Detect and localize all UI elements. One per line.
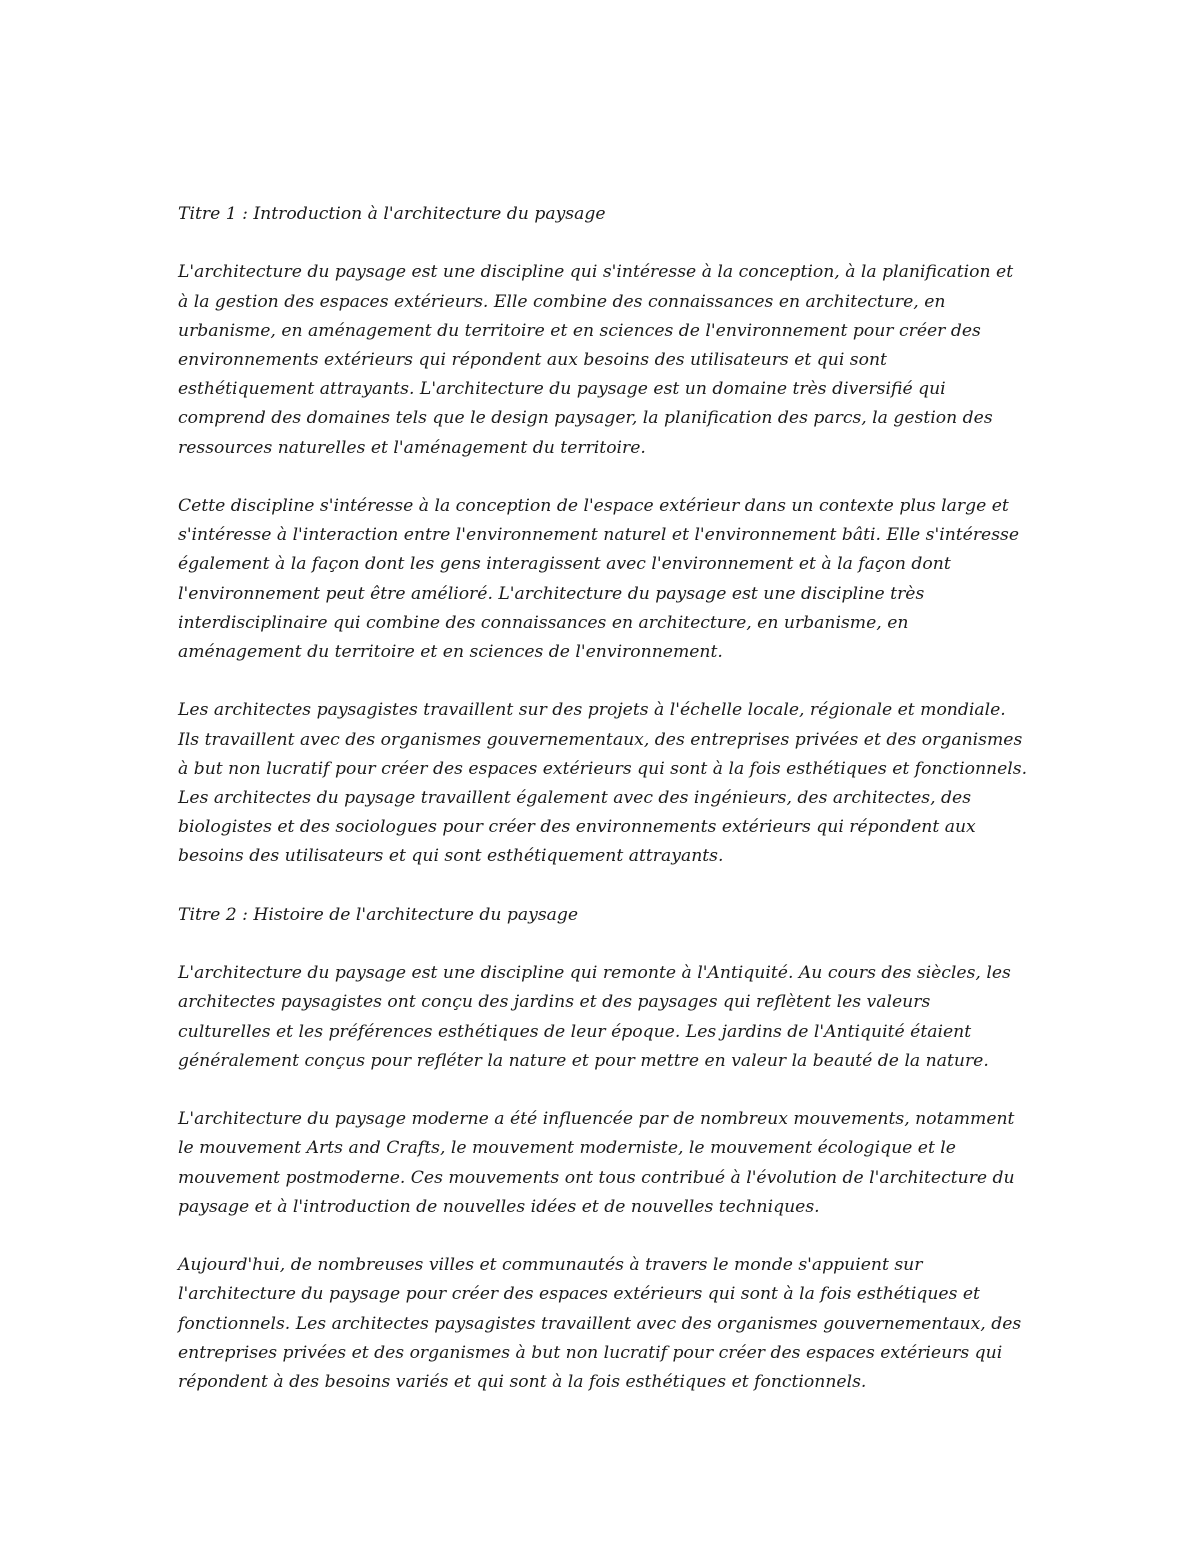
paragraph: Les architectes paysagistes travaillent sur des projets à l'échelle locale, régionale et mondiale. Ils travaillent avec des organismes gouvernementaux, des entreprises privées et des organismes à but non lucratif pour créer des espaces extérieurs qui sont à la fois esthétiques et fonctionnels. Les architectes du paysage travaillent également avec des ingénieurs, des architectes, des biologistes et des sociologues pour créer des environnements extérieurs qui répondent aux besoins des utilisateurs et qui sont esthétiquement attrayants. bbox=[178, 700, 1028, 867]
paragraph: L'architecture du paysage est une discipline qui remonte à l'Antiquité. Au cours des siècles, les architectes paysagistes ont conçu des jardins et des paysages qui reflètent les valeurs culturelles et les préférences esthétiques de leur époque. Les jardins de l'Antiquité étaient généralement conçus pour refléter la nature et pour mettre en valeur la beauté de la nature. bbox=[178, 963, 1011, 1071]
document-body bbox=[178, 200, 1028, 1426]
paragraph: Aujourd'hui, de nombreuses villes et communautés à travers le monde s'appuient sur l'architecture du paysage pour créer des espaces extérieurs qui sont à la fois esthétiques et fonctionnels. Les architectes paysagistes travaillent avec des organismes gouvernementaux, des entreprises privées et des organismes à but non lucratif pour créer des espaces extérieurs qui répondent à des besoins variés et qui sont à la fois esthétiques et fonctionnels. bbox=[178, 1255, 1022, 1393]
paragraph: L'architecture du paysage moderne a été influencée par de nombreux mouvements, notamment le mouvement Arts and Crafts, le mouvement moderniste, le mouvement écologique et le mouvement postmoderne. Ces mouvements ont tous contribué à l'évolution de l'architecture du paysage et à l'introduction de nouvelles idées et de nouvelles techniques. bbox=[178, 1109, 1015, 1217]
section-heading-2: Titre 2 : Histoire de l'architecture du paysage bbox=[178, 904, 579, 925]
paragraph: Cette discipline s'intéresse à la conception de l'espace extérieur dans un contexte plus large et s'intéresse à l'interaction entre l'environnement naturel et l'environnement bâti. Elle s'intéresse également à la façon dont les gens interagissent avec l'environnement et à la façon dont l'environnement peut être amélioré. L'architecture du paysage est une discipline très interdisciplinaire qui combine des connaissances en architecture, en urbanisme, en aménagement du territoire et en sciences de l'environnement. bbox=[178, 496, 1020, 663]
section-heading-1: Titre 1 : Introduction à l'architecture du paysage bbox=[178, 204, 606, 224]
paragraph: L'architecture du paysage est une discipline qui s'intéresse à la conception, à la planification et à la gestion des espaces extérieurs. Elle combine des connaissances en architecture, en urbanisme, en aménagement du territoire et en sciences de l'environnement pour créer des environnements extérieurs qui répondent aux besoins des utilisateurs et qui sont esthétiquement attrayants. L'architecture du paysage est un domaine très diversifié qui comprend des domaines tels que le design paysager, la planification des parcs, la gestion des ressources naturelles et l'aménagement du territoire. bbox=[178, 262, 1014, 458]
